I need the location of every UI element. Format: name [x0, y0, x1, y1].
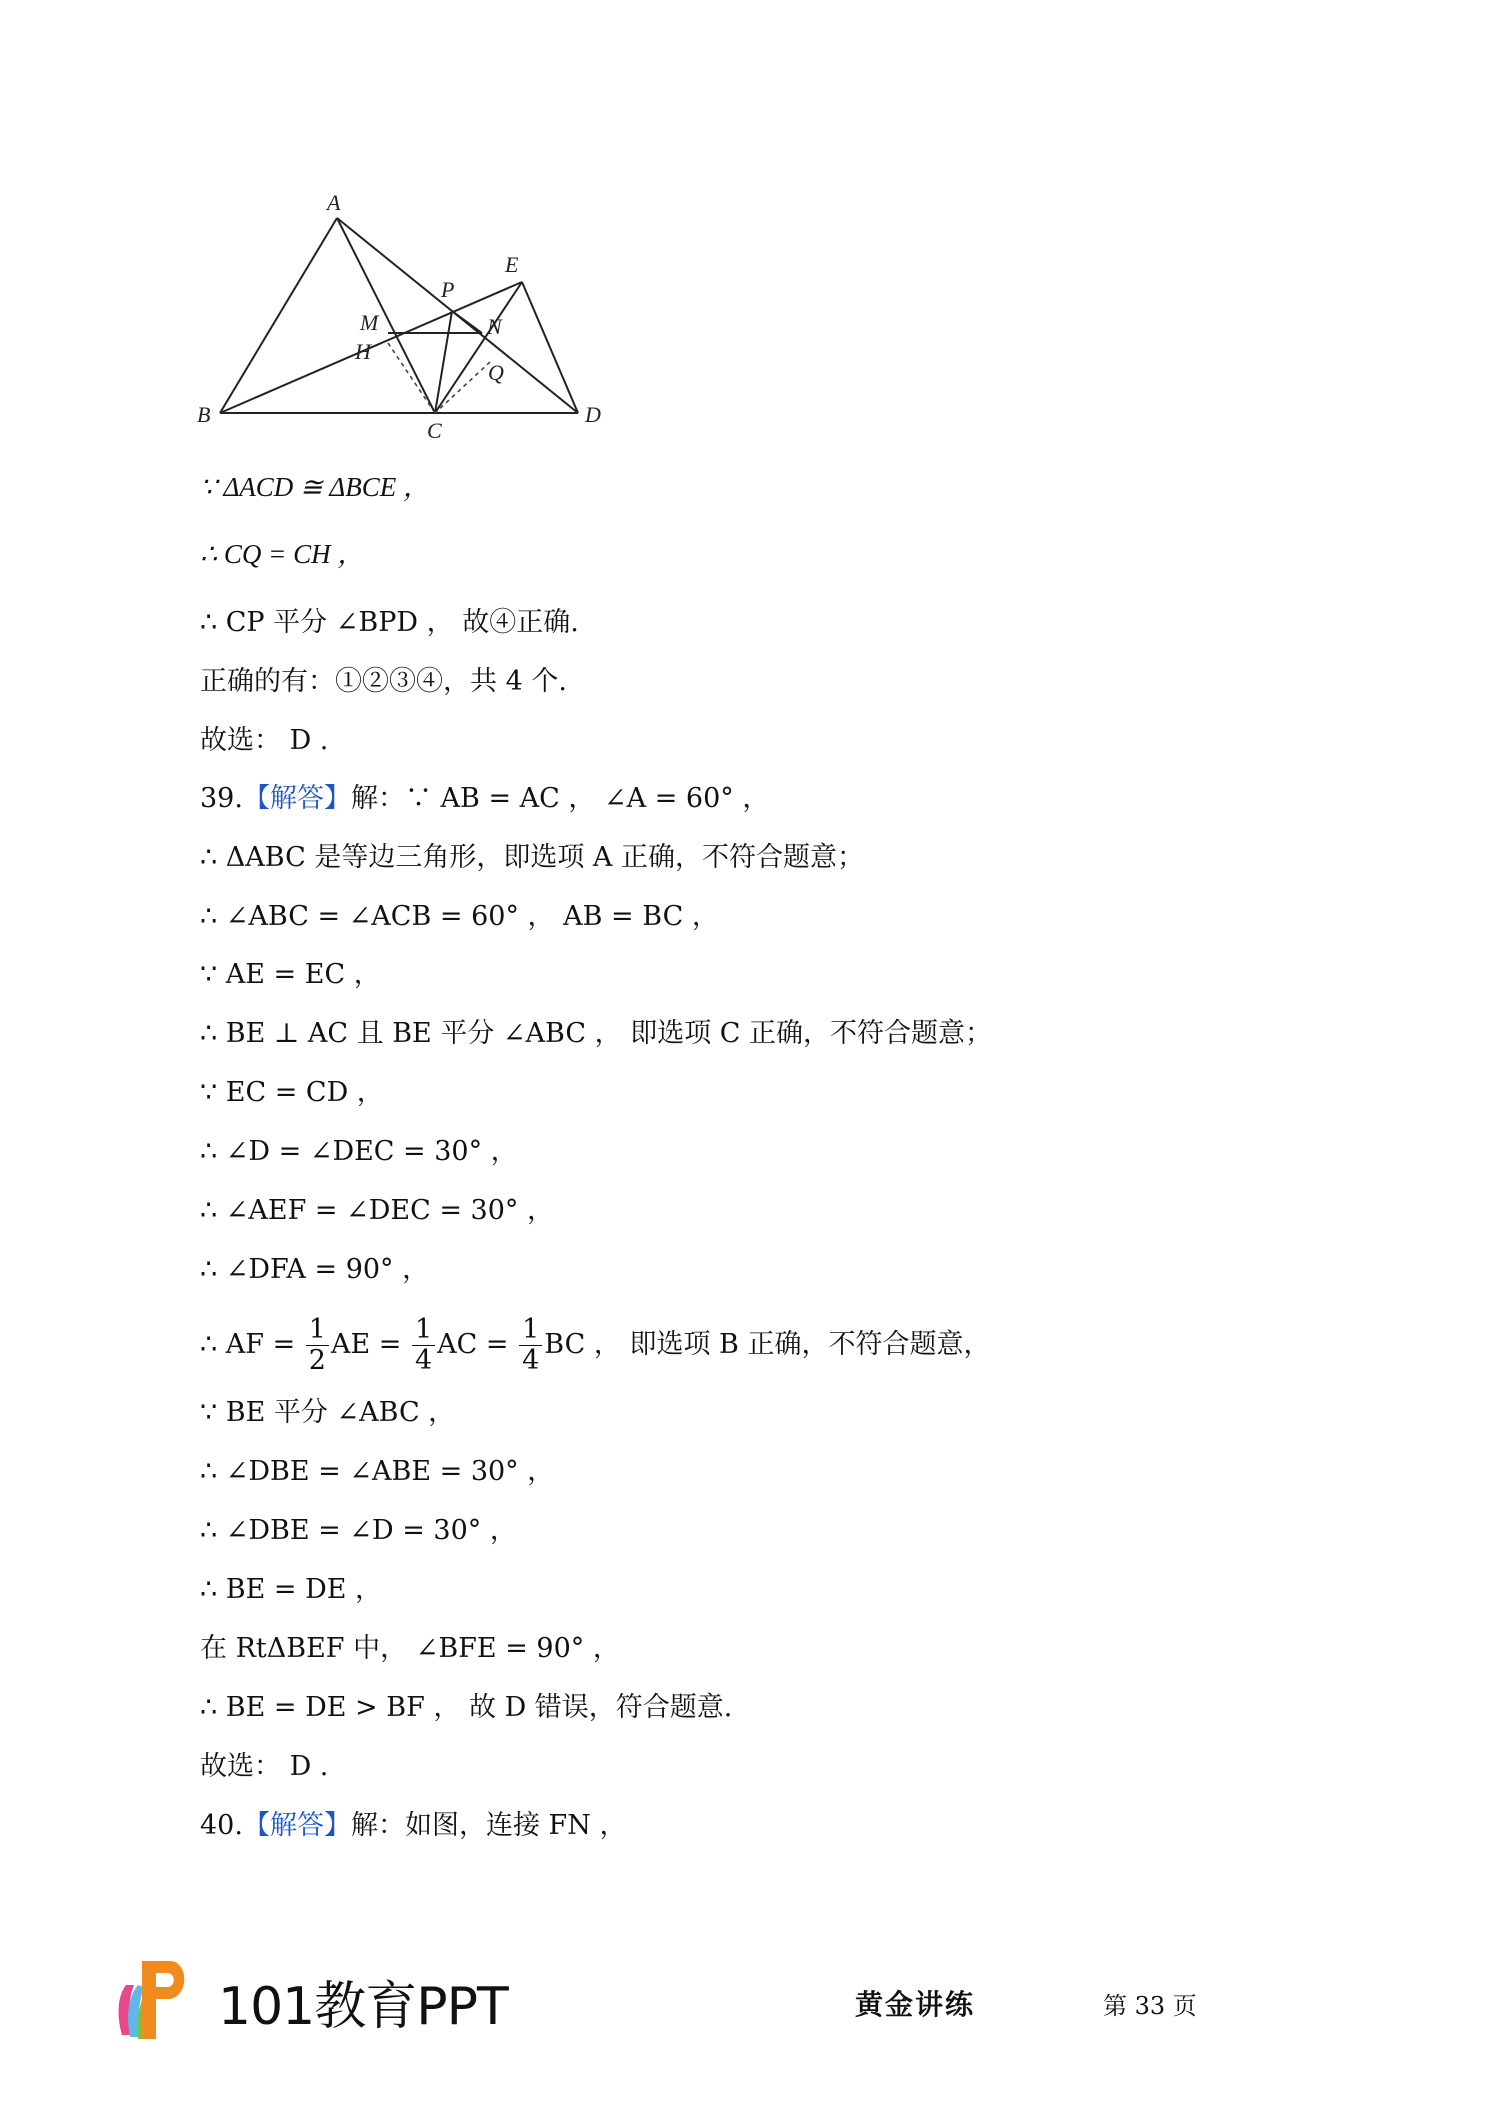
label-h: H — [355, 339, 371, 364]
question-number: 40. — [200, 1810, 243, 1841]
dashed-cq — [435, 362, 490, 413]
label-a: A — [327, 190, 341, 215]
label-n: N — [487, 314, 502, 339]
label-p: P — [441, 277, 455, 302]
segment-ac — [337, 218, 435, 413]
label-c: C — [427, 418, 442, 443]
page-number: 第 33 页 — [1103, 1992, 1197, 2020]
logo-icon — [112, 1955, 192, 2045]
answer-tag: 【解答】 — [242, 783, 351, 814]
label-d: D — [585, 402, 601, 427]
text-line: ∴ ΔABC 是等边三角形，即选项 A 正确，不符合题意； — [200, 842, 865, 873]
segment-ab — [220, 218, 337, 413]
text-line: ∴ BE = DE ， — [200, 1574, 383, 1605]
text-line: ∵ ΔACD ≅ ΔBCE ， — [200, 472, 431, 502]
text-line: ∴ BE ⊥ AC 且 BE 平分 ∠ABC ， 即选项 C 正确，不符合题意； — [200, 1018, 993, 1049]
question-39-line: 39.【解答】解：∵ AB = AC ， ∠A = 60° ， — [200, 783, 770, 814]
text-line: ∵ EC = CD ， — [200, 1077, 384, 1108]
text-line: ∵ AE = EC ， — [200, 959, 381, 990]
text-line: ∴ ∠AEF = ∠DEC = 30° ， — [200, 1195, 554, 1226]
text-line: ∴ CP 平分 ∠BPD ， 故④正确. — [200, 607, 579, 638]
fraction-1-2: $\frac{1}{2}$ — [306, 1315, 329, 1376]
text-line: 故选： D . — [200, 1751, 329, 1782]
text-line: ∴ ∠DBE = ∠D = 30° ， — [200, 1515, 517, 1546]
text-line: ∴ ∠DFA = 90° ， — [200, 1254, 430, 1285]
text-line: ∴ ∠D = ∠DEC = 30° ， — [200, 1136, 518, 1167]
answer-tag: 【解答】 — [242, 1810, 351, 1841]
segment-pc — [435, 311, 452, 413]
text-line: ∴ ∠ABC = ∠ACB = 60° ， AB = BC ， — [200, 901, 719, 932]
text-line: 正确的有：①②③④，共 4 个. — [200, 666, 567, 697]
label-e: E — [505, 252, 519, 277]
label-b: B — [197, 402, 211, 427]
question-number: 39. — [200, 783, 243, 814]
segment-ed — [522, 282, 578, 413]
logo-text: 101教育PPT — [218, 1977, 508, 2037]
label-m: M — [360, 310, 379, 335]
text-line: 故选： D . — [200, 725, 329, 756]
segment-pn — [452, 311, 482, 333]
footer-title: 黄金讲练 — [855, 1988, 976, 2021]
text-line: ∴ CQ = CH ， — [200, 539, 365, 569]
text-line: 在 RtΔBEF 中， ∠BFE = 90° ， — [200, 1633, 620, 1664]
fraction-1-4: $\frac{1}{4}$ — [412, 1315, 435, 1376]
text-line: ∵ BE 平分 ∠ABC ， — [200, 1397, 456, 1428]
text-line: ∴ ∠DBE = ∠ABE = 30° ， — [200, 1456, 555, 1487]
label-q: Q — [488, 360, 504, 385]
segment-be — [220, 282, 522, 413]
text-line: ∴ BE = DE > BF ， 故 D 错误，符合题意. — [200, 1692, 733, 1723]
question-40-line: 40.【解答】解：如图，连接 FN ， — [200, 1810, 627, 1841]
geometry-figure — [195, 190, 615, 445]
fraction-1-4-b: $\frac{1}{4}$ — [519, 1315, 542, 1376]
fraction-line: ∴ AF = $\frac{1}{2}$ AE = $\frac{1}{4}$ AC = $\frac{1}{4}$ BC ， 即选项 B 正确，不符合题意， — [200, 1314, 991, 1376]
dashed-ch — [388, 343, 435, 413]
